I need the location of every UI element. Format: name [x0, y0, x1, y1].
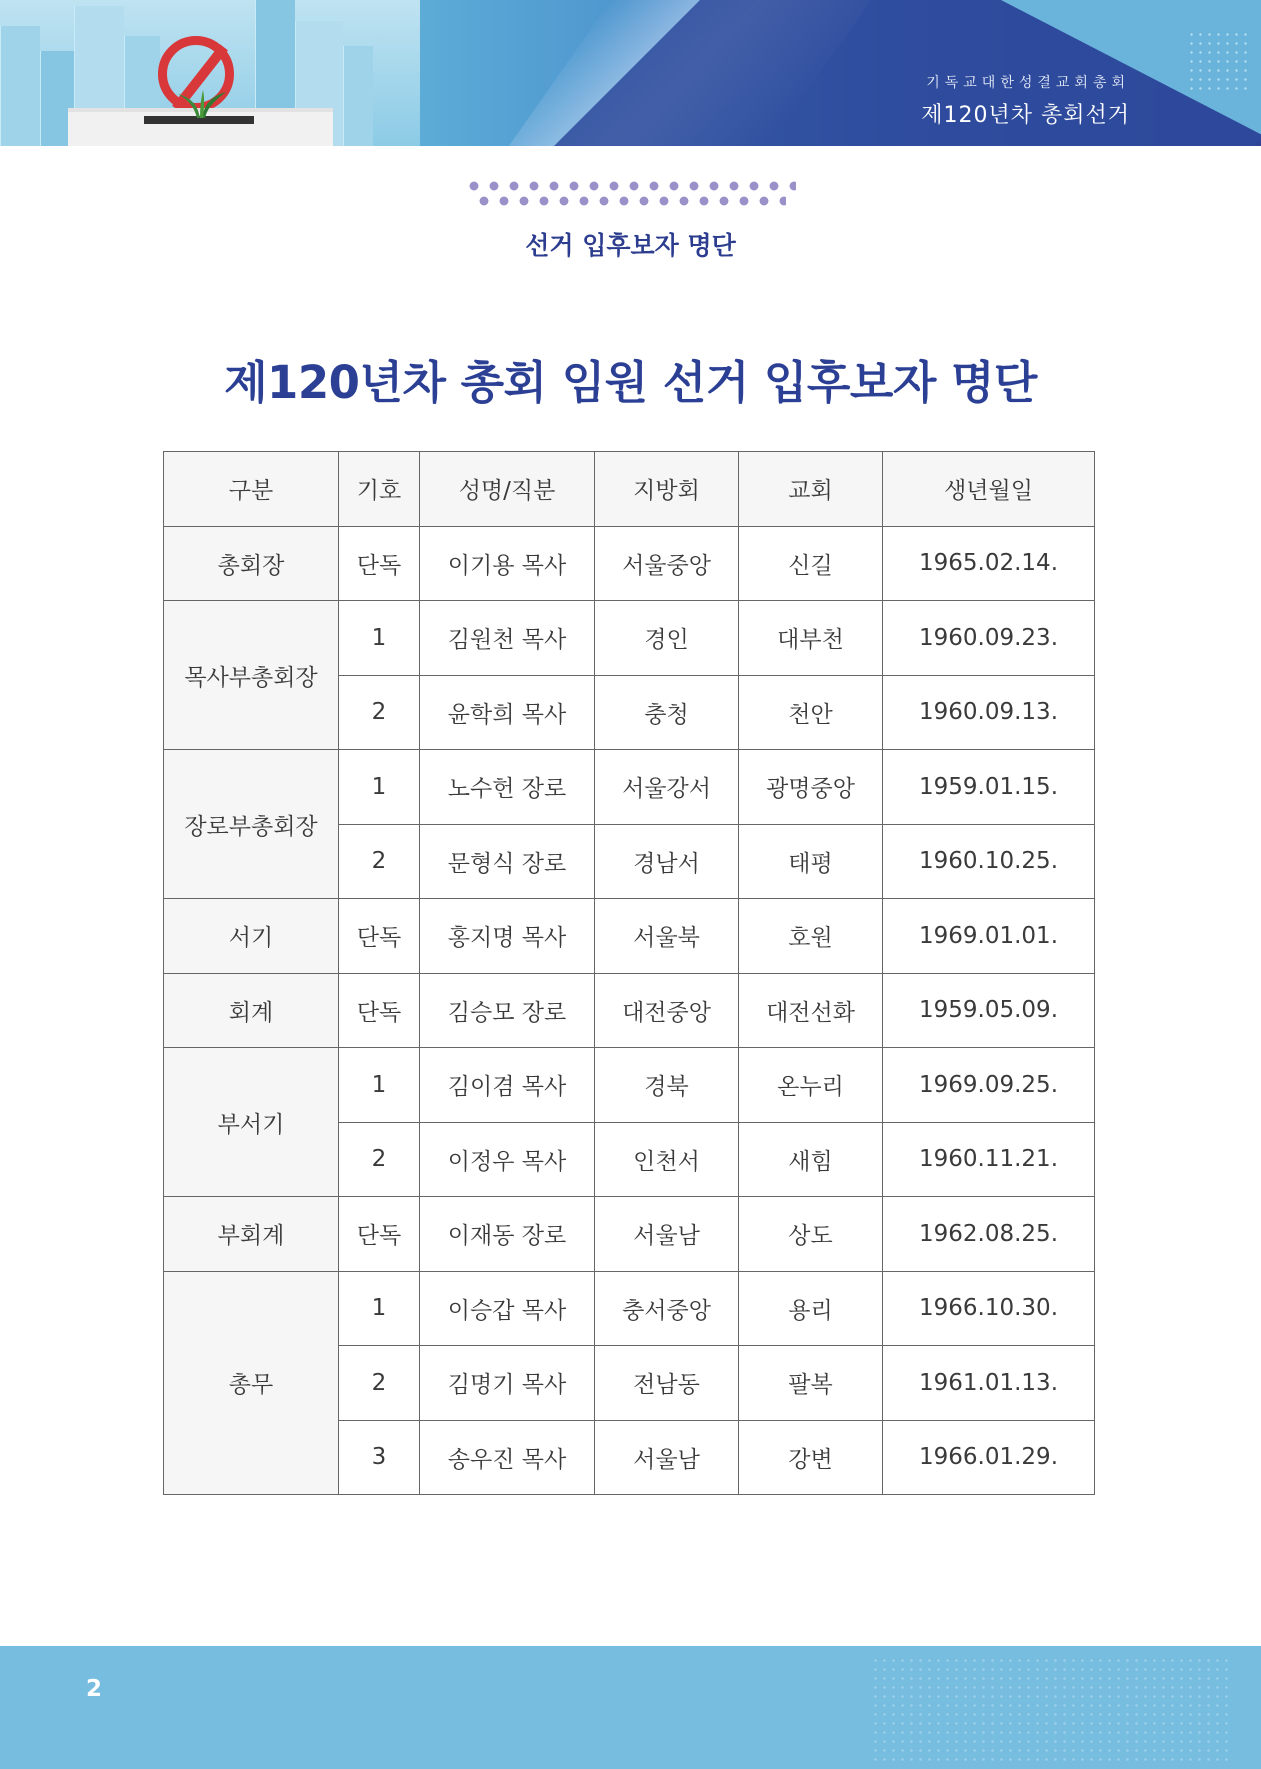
candidate-number: 단독: [339, 526, 420, 601]
candidate-number: 3: [339, 1420, 420, 1495]
candidate-name: 김승모 장로: [420, 973, 595, 1048]
church-name: 팔복: [739, 1346, 883, 1421]
page-title: 제120년차 총회 임원 선거 입후보자 명단: [224, 356, 1037, 409]
district-name: 서울남: [595, 1420, 739, 1495]
church-name: 새힘: [739, 1122, 883, 1197]
church-name: 천안: [739, 675, 883, 750]
office-category: 서기: [164, 899, 339, 974]
candidate-number: 1: [339, 1048, 420, 1123]
office-category: 회계: [164, 973, 339, 1048]
candidate-name: 김이겸 목사: [420, 1048, 595, 1123]
organization-name: 기독교대한성결교회총회: [926, 75, 1130, 91]
birth-date: 1962.08.25.: [883, 1197, 1095, 1272]
birth-date: 1969.01.01.: [883, 899, 1095, 974]
church-name: 용리: [739, 1271, 883, 1346]
church-name: 광명중앙: [739, 750, 883, 825]
header-banner: [0, 0, 1261, 146]
candidate-number: 2: [339, 824, 420, 899]
office-category: 부서기: [164, 1048, 339, 1197]
candidate-number: 2: [339, 1346, 420, 1421]
plant-icon: [170, 88, 230, 118]
office-category: 목사부총회장: [164, 601, 339, 750]
candidate-name: 노수헌 장로: [420, 750, 595, 825]
birth-date: 1960.09.13.: [883, 675, 1095, 750]
column-header: 구분: [164, 452, 339, 527]
dot-ornament: [464, 181, 796, 211]
candidate-name: 이정우 목사: [420, 1122, 595, 1197]
church-name: 호원: [739, 899, 883, 974]
birth-date: 1965.02.14.: [883, 526, 1095, 601]
district-name: 충청: [595, 675, 739, 750]
candidate-name: 문형식 장로: [420, 824, 595, 899]
office-category: 총회장: [164, 526, 339, 601]
candidate-number: 2: [339, 675, 420, 750]
building: [0, 26, 40, 146]
church-name: 태평: [739, 824, 883, 899]
candidate-name: 이기용 목사: [420, 526, 595, 601]
district-name: 대전중앙: [595, 973, 739, 1048]
table-body: [164, 526, 1095, 1495]
candidate-name: 김명기 목사: [420, 1346, 595, 1421]
section-label: 선거 입후보자 명단: [525, 231, 736, 260]
column-header: 기호: [339, 452, 420, 527]
table-header-row: [164, 452, 1095, 527]
church-name: 신길: [739, 526, 883, 601]
church-name: 온누리: [739, 1048, 883, 1123]
district-name: 서울강서: [595, 750, 739, 825]
candidate-name: 윤학희 목사: [420, 675, 595, 750]
candidate-name: 홍지명 목사: [420, 899, 595, 974]
table-row: [164, 1197, 1095, 1272]
column-header: 지방회: [595, 452, 739, 527]
candidate-name: 김원천 목사: [420, 601, 595, 676]
candidate-number: 단독: [339, 1197, 420, 1272]
table-row: [164, 1271, 1095, 1346]
district-name: 서울중앙: [595, 526, 739, 601]
district-name: 인천서: [595, 1122, 739, 1197]
birth-date: 1966.01.29.: [883, 1420, 1095, 1495]
table-row: [164, 1048, 1095, 1123]
candidate-number: 1: [339, 750, 420, 825]
candidate-table: [163, 451, 1095, 1495]
district-name: 경인: [595, 601, 739, 676]
table-row: [164, 899, 1095, 974]
church-name: 상도: [739, 1197, 883, 1272]
candidate-number: 2: [339, 1122, 420, 1197]
birth-date: 1960.11.21.: [883, 1122, 1095, 1197]
birth-date: 1959.05.09.: [883, 973, 1095, 1048]
church-name: 대부천: [739, 601, 883, 676]
table-row: [164, 526, 1095, 601]
column-header: 생년월일: [883, 452, 1095, 527]
candidate-number: 1: [339, 1271, 420, 1346]
table-row: [164, 750, 1095, 825]
column-header: 성명/직분: [420, 452, 595, 527]
header-title: 제120년차 총회선거: [921, 103, 1130, 128]
birth-date: 1961.01.13.: [883, 1346, 1095, 1421]
building: [343, 46, 373, 146]
district-name: 경북: [595, 1048, 739, 1123]
district-name: 경남서: [595, 824, 739, 899]
district-name: 서울북: [595, 899, 739, 974]
birth-date: 1959.01.15.: [883, 750, 1095, 825]
office-category: 총무: [164, 1271, 339, 1495]
candidate-number: 단독: [339, 899, 420, 974]
candidate-number: 단독: [339, 973, 420, 1048]
candidate-name: 이재동 장로: [420, 1197, 595, 1272]
candidate-name: 송우진 목사: [420, 1420, 595, 1495]
birth-date: 1969.09.25.: [883, 1048, 1095, 1123]
birth-date: 1960.10.25.: [883, 824, 1095, 899]
office-category: 장로부총회장: [164, 750, 339, 899]
office-category: 부회계: [164, 1197, 339, 1272]
footer-band: [0, 1646, 1261, 1769]
birth-date: 1960.09.23.: [883, 601, 1095, 676]
birth-date: 1966.10.30.: [883, 1271, 1095, 1346]
candidate-name: 이승갑 목사: [420, 1271, 595, 1346]
dot-pattern: [871, 1656, 1231, 1766]
district-name: 충서중앙: [595, 1271, 739, 1346]
candidate-number: 1: [339, 601, 420, 676]
church-name: 대전선화: [739, 973, 883, 1048]
column-header: 교회: [739, 452, 883, 527]
table-row: [164, 973, 1095, 1048]
table-row: [164, 601, 1095, 676]
dot-pattern: [1187, 30, 1247, 90]
church-name: 강변: [739, 1420, 883, 1495]
district-name: 서울남: [595, 1197, 739, 1272]
district-name: 전남동: [595, 1346, 739, 1421]
page-number: 2: [86, 1676, 103, 1702]
